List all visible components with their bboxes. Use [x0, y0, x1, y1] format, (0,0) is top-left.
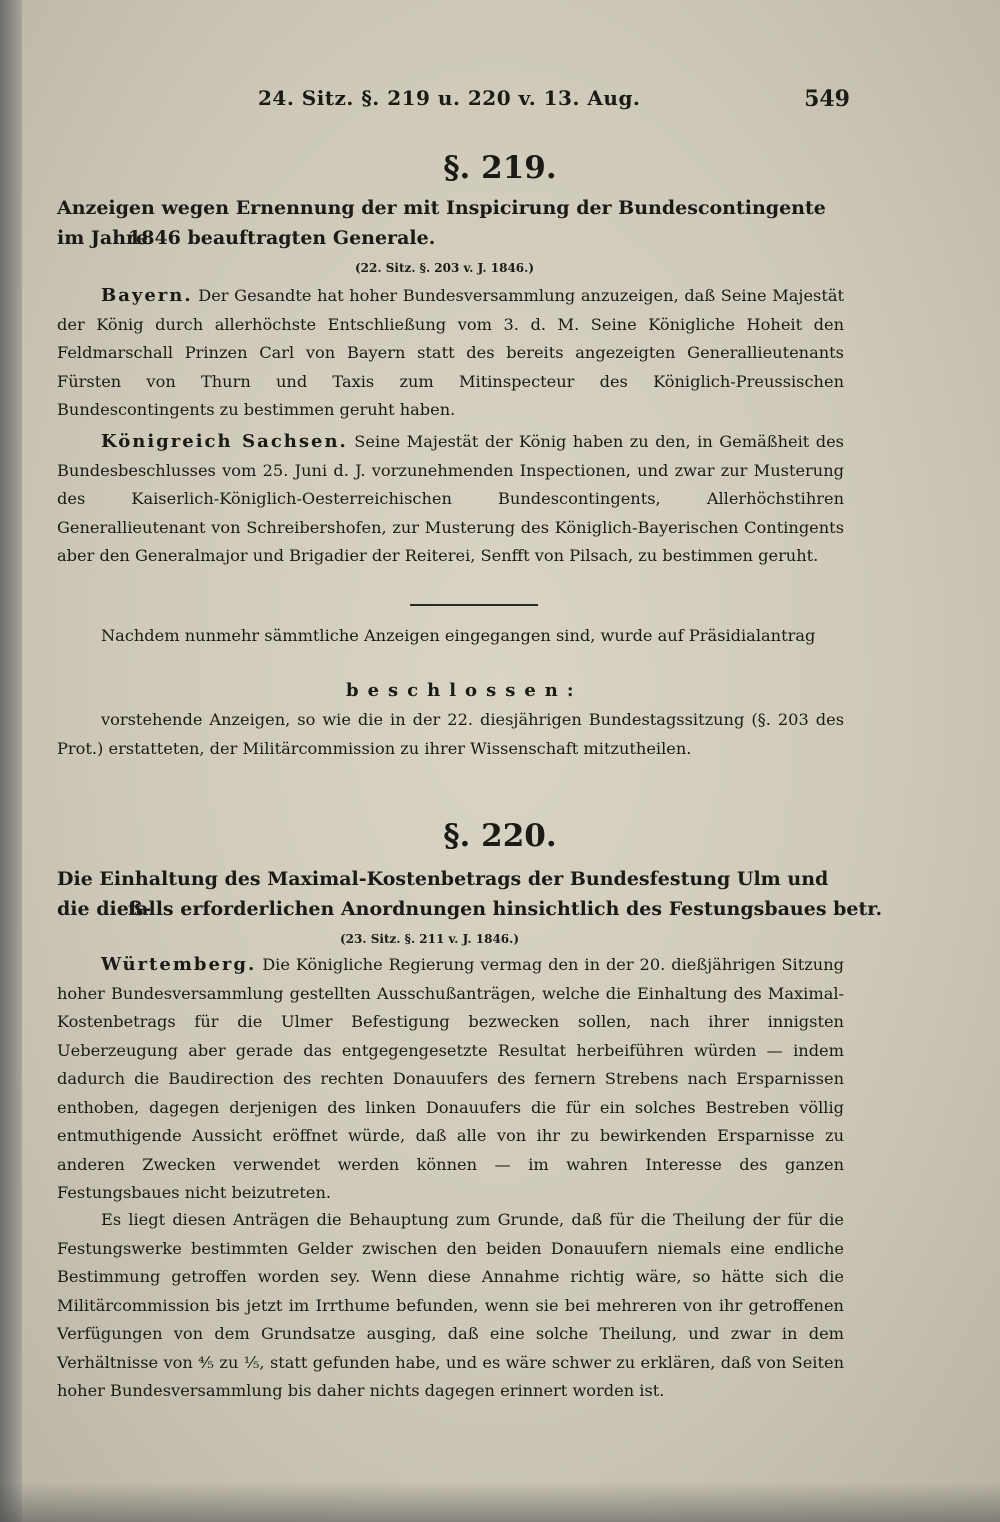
- sachsen-text: Seine Majestät der König haben zu den, in Gemäßheit des Bundesbeschlusses vom 25. Juni d. J. vorzunehmenden Inspectionen, und zwar zur Musterung des Kaiserlich-Königlich-Oesterreichischen Bundescontingents, Allerhöchstihren Generallieutenant von Schreibershofen, zur Musterung des Königlich-Bayerischen Contingents aber den Generalmajor und Brigadier der Reiterei, Senfft von Pilsach, zu bestimmen geruht.: [57, 432, 844, 565]
- section-220-title-line1: Die Einhaltung des Maximal-Kostenbetrags der Bundesfestung Ulm und die dieß-: [57, 868, 829, 920]
- closing-paragraph: [57, 622, 844, 651]
- section-220-reference: (23. Sitz. §. 211 v. J. 1846.): [340, 932, 520, 946]
- resolution-paragraph: [57, 706, 844, 763]
- section-219-number: §. 219.: [443, 150, 557, 186]
- page-edge-shadow: [0, 0, 22, 1522]
- section-219-title-line1: Anzeigen wegen Ernennung der mit Inspicirung der Bundescontingente im Jahre: [57, 197, 826, 249]
- running-header: [0, 86, 1000, 116]
- page-bottom-shadow: [0, 1482, 1000, 1522]
- beschlossen-label: beschlossen:: [346, 680, 583, 701]
- section-219-title-line2: 1846 beauftragten Generale.: [128, 227, 436, 249]
- wurtemberg-paragraph: [57, 951, 844, 1208]
- section-220-number: §. 220.: [443, 818, 557, 854]
- page-number: 549: [804, 86, 850, 112]
- wurtemberg-label: Würtemberg.: [101, 954, 257, 975]
- sachsen-label: Königreich Sachsen.: [101, 431, 348, 452]
- sachsen-paragraph: [57, 428, 844, 571]
- second-paragraph-text: Es liegt diesen Anträgen die Behauptung zum Grunde, daß für die Theilung der für die Festungswerke bestimmten Gelder zwischen den beiden Donauufern niemals eine endliche Bestimmung getroffen worden sey. Wenn diese Annahme richtig wäre, so hätte sich die Militärcommission bis jetzt im Irrthume befunden, wenn sie bei mehreren von ihr getroffenen Verfügungen von dem Grundsatze ausging, daß eine solche Theilung, und zwar in dem Verhältnisse von ⅘ zu ⅕, statt gefunden habe, und es wäre schwer zu erklären, daß von Seiten hoher Bundesversammlung bis daher nichts dagegen erinnert worden ist.: [57, 1210, 844, 1400]
- section-220-title-line2: falls erforderlichen Anordnungen hinsichtlich des Festungsbaues betr.: [128, 898, 883, 920]
- section-divider: [410, 604, 538, 606]
- bayern-text: Der Gesandte hat hoher Bundesversammlung anzuzeigen, daß Seine Majestät der König durch allerhöchste Entschließung vom 3. d. M. Seine Königliche Hoheit den Feldmarschall Prinzen Carl von Bayern statt des bereits angezeigten Generallieutenants Fürsten von Thurn und Taxis zum Mitinspecteur des Königlich-Preussischen Bundescontingents zu bestimmen geruht haben.: [57, 286, 844, 419]
- closing-text: Nachdem nunmehr sämmtliche Anzeigen eingegangen sind, wurde auf Präsidialantrag: [101, 626, 816, 645]
- resolution-text: vorstehende Anzeigen, so wie die in der 22. diesjährigen Bundestagssitzung (§. 203 des Prot.) erstatteten, der Militärcommission zu ihrer Wissenschaft mitzutheilen.: [57, 710, 844, 758]
- bayern-paragraph: [57, 282, 844, 425]
- section-219-reference: (22. Sitz. §. 203 v. J. 1846.): [355, 261, 535, 275]
- wurtemberg-text: Die Königliche Regierung vermag den in der 20. dießjährigen Sitzung hoher Bundesversammlung gestellten Ausschußanträgen, welche die Einhaltung des Maximal-Kostenbetrags für die Ulmer Befestigung bezwecken sollen, nach ihrer innigsten Ueberzeugung aber gerade das entgegengesetzte Resultat herbeiführen würden — indem dadurch die Baudirection des rechten Donauufers des fernern Strebens nach Ersparnissen enthoben, dagegen derjenigen des linken Donauufers die für ein solches Bestreben völlig entmuthigende Aussicht eröffnet würde, daß alle von ihr zu bewirkenden Ersparnisse zu anderen Zwecken verwendet werden können — im wahren Interesse des ganzen Festungsbaues nicht beizutreten.: [57, 955, 844, 1202]
- bayern-label: Bayern.: [101, 285, 193, 306]
- second-paragraph: [57, 1206, 844, 1406]
- running-title: 24. Sitz. §. 219 u. 220 v. 13. Aug.: [258, 86, 641, 110]
